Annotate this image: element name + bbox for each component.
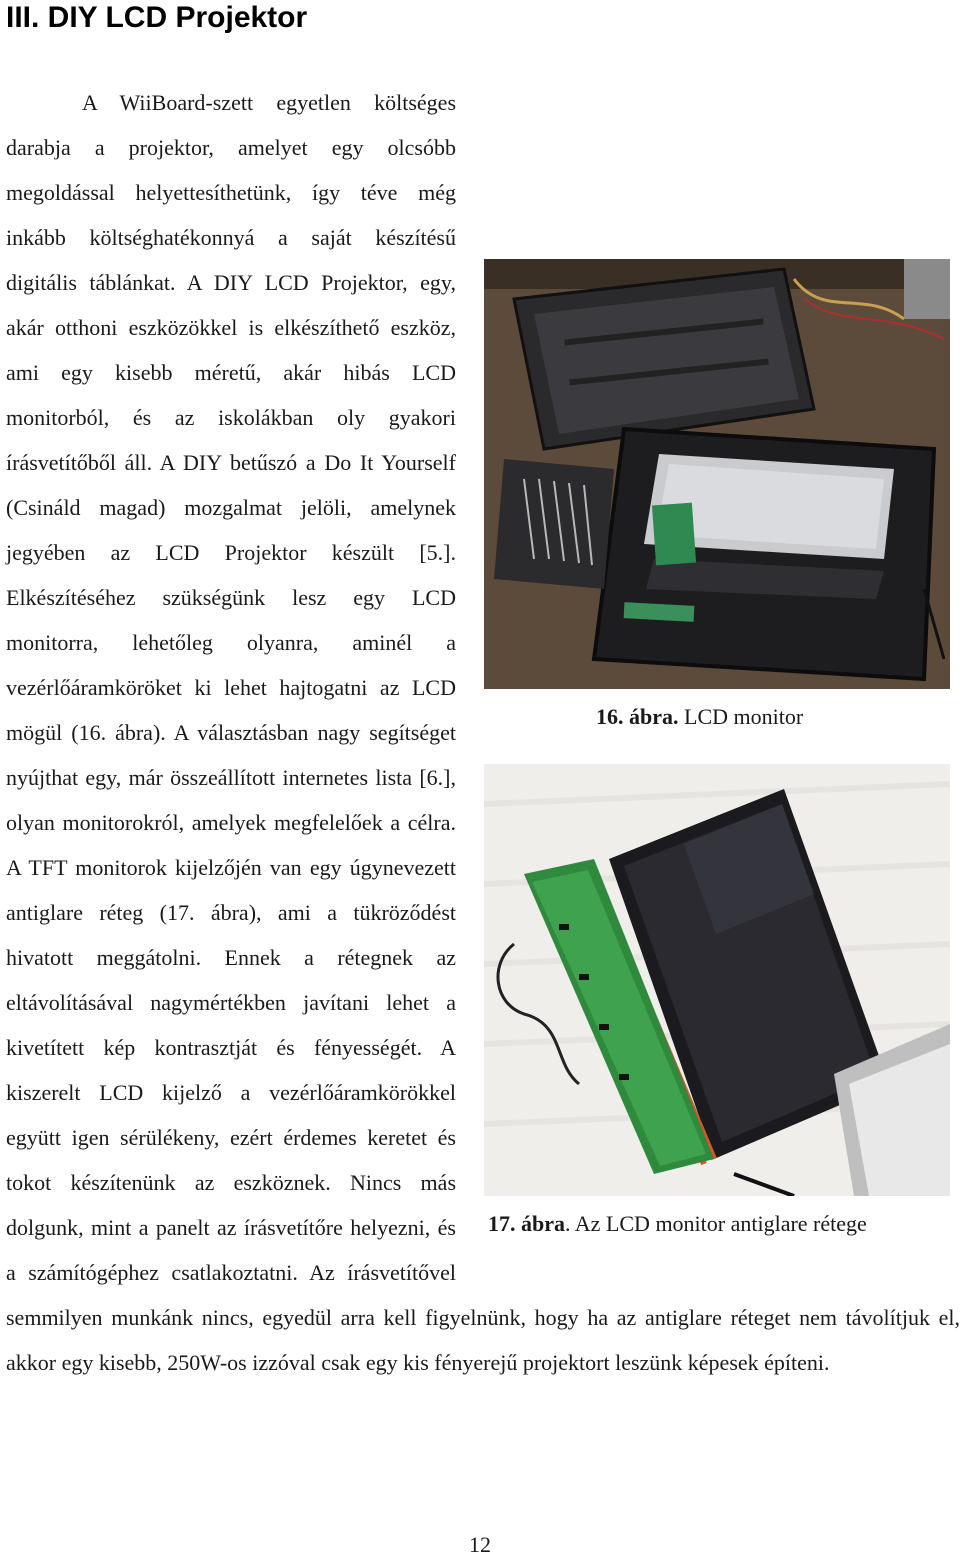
figure-17-caption-text: . Az LCD monitor antiglare rétege: [565, 1211, 867, 1236]
lcd-monitor-disassembled-image: [484, 259, 950, 689]
figure-16-number: 16. ábra.: [596, 704, 679, 729]
figure-16-caption-text: LCD monitor: [678, 704, 804, 729]
page-number: 12: [469, 1532, 491, 1557]
paragraph-1: A WiiBoard-szett egyetlen költséges darabja a projektor, amelyet egy olcsóbb megoldással helyettesíthetünk, így téve még inkább költséghatékonnyá a saját készítésű digitális táblánkat. A DIY LCD Projektor, egy, akár otthoni eszközökkel is elkészíthető eszköz, ami egy kisebb méretű, akár hibás LCD monitorból, és az iskolákban oly gyakori írásvetítőből áll. A DIY betűszó a Do It Yourself (Csináld magad) mozgalmat jelöli, amelynek jegyében az LCD Projektor készült [5.]. Elkészítéséhez szükségünk lesz egy LCD monitorra, lehetőleg olyanra, aminél a vezérlőáramköröket ki lehet hajtogatni az LCD mögül (16. ábra). A választásban nagy segítséget nyújthat egy, már összeállított internetes lista [6.], olyan monitorokról, amelyek megfelelőek a célra. A TFT monitorok kijelzőjén van egy úgynevezett antiglare réteg (17. ábra), ami a tükröződést hivatott meggátolni. Ennek a rétegnek az eltávolításával nagymértékben javítani lehet a kivetített kép kontrasztját és fényességét. A kiszerelt LCD kijelző a vezérlőáramkörökkel együtt igen sérülékeny, ezért érdemes keretet és tokot készítenünk az eszköznek. Nincs más dolgunk, mint a panelt az írásvetítőre helyezni, és a számítógéphez csatlakoztatni. Az írásvetítővel semmilyen munkánk nincs, egyedül arra kell figyelnünk, hogy ha az antiglare réteget nem távolítjuk el, akkor egy kisebb, 250W-os izzóval csak egy kis fényerejű projektort leszünk képesek építeni.: [6, 90, 960, 1375]
section-heading: III. DIY LCD Projektor: [6, 1, 308, 34]
figure-17-caption: [484, 1206, 960, 1242]
figure-17-photo: [484, 764, 950, 1196]
lcd-antiglare-layer-image: [484, 764, 950, 1196]
figure-16: [484, 259, 960, 764]
figure-16-photo: [484, 259, 950, 689]
figure-17-number: 17. ábra: [488, 1211, 565, 1236]
figure-16-caption: [484, 699, 960, 735]
figure-17: [484, 764, 960, 1264]
body-text: [6, 80, 960, 1385]
